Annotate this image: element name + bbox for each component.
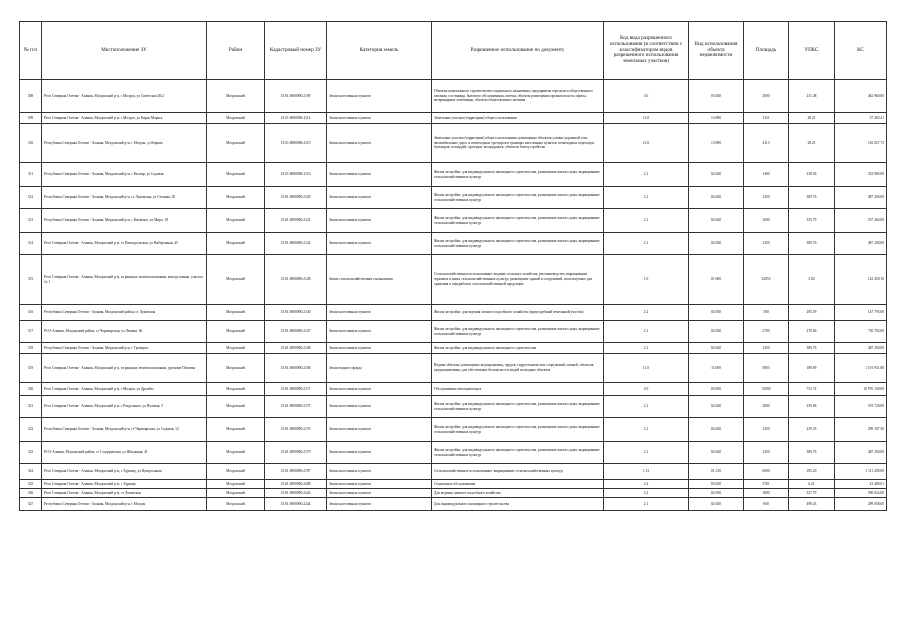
- upks-cell: 239.35: [789, 418, 835, 442]
- district-cell: Моздокский: [207, 209, 265, 233]
- cadastral-number-cell: 15:01:0000000:2109: [265, 80, 327, 113]
- area-cell: 1321: [744, 113, 789, 124]
- location-cell: Респ Северная Осетия - Алания, Моздокский р-н, в границах землепользования, урочище Поповка: [42, 354, 207, 383]
- use-code-cell: 12.0: [604, 124, 689, 163]
- table-row: [20, 489, 887, 498]
- row-number-cell: 318: [20, 343, 42, 354]
- cadastral-value-cell: 299 187.50: [835, 418, 887, 442]
- area-cell: 1250: [744, 233, 789, 255]
- district-cell: Моздокский: [207, 113, 265, 124]
- district-cell: Моздокский: [207, 480, 265, 489]
- upks-cell: 238.56: [789, 163, 835, 187]
- land-category-cell: Земли населенных пунктов: [327, 442, 432, 464]
- table-body: [20, 80, 887, 511]
- cadastral-number-cell: 15:01:0000000:2179: [265, 442, 327, 464]
- location-cell: Республика Северная Осетия - Алания, Моздокский р-н, с Кизляр, ул Садовая: [42, 163, 207, 187]
- cadastral-number-cell: 15:01:0000000:2175: [265, 396, 327, 418]
- permitted-use-cell: Сельскохозяйственное использование: ведение сельского хозяйства, растениеводство, выращивание зерновых и иных сельскохозяйственных культур, размещение зданий и сооружений, используемых для хранения и переработки сельскохозяйственной продукции: [432, 255, 604, 305]
- area-cell: 32055: [744, 255, 789, 305]
- cadastral-number-cell: 15:01:0000000:2147: [265, 321, 327, 343]
- row-number-cell: 316: [20, 305, 42, 321]
- permitted-use-cell: Обслуживание автотранспорта: [432, 383, 604, 396]
- use-kind-cell: 02:030: [689, 305, 744, 321]
- area-cell: 2700: [744, 321, 789, 343]
- cadastral-number-cell: 15:01:0000000:2114: [265, 113, 327, 124]
- location-cell: Респ Северная Осетия - Алания, Моздокский р-н, с Хурикау: [42, 480, 207, 489]
- area-cell: 5803: [744, 354, 789, 383]
- upks-cell: 259.86: [789, 396, 835, 418]
- district-cell: Моздокский: [207, 396, 265, 418]
- cadastral-number-cell: 15:01:0000000:2171: [265, 383, 327, 396]
- permitted-use-cell: Для ведения личного подсобного хозяйства: [432, 489, 604, 498]
- permitted-use-cell: Социальное обслуживание: [432, 480, 604, 489]
- use-code-cell: 2.1: [604, 209, 689, 233]
- use-kind-cell: 02:020: [689, 498, 744, 511]
- location-cell: РСО-Алания, Моздокский район, ст Стодеревская, ул Школьная, 41: [42, 442, 207, 464]
- upks-cell: 270.66: [789, 321, 835, 343]
- permitted-use-cell: Жилая застройка: для ведения личного подсобного хозяйства (приусадебный земельный участок): [432, 305, 604, 321]
- row-number-cell: 327: [20, 498, 42, 511]
- area-cell: 1250: [744, 418, 789, 442]
- cadastral-value-cell: 590 022.00: [835, 489, 887, 498]
- header-cell: УПКС: [789, 22, 835, 80]
- cadastral-number-cell: 15:01:0000000:2208: [265, 480, 327, 489]
- table-row: [20, 80, 887, 113]
- header-cell: КС: [835, 22, 887, 80]
- use-code-cell: 2.1: [604, 396, 689, 418]
- location-cell: Респ Северная Осетия - Алания, Моздокский р-н, г Моздок, ул Дружбы: [42, 383, 207, 396]
- cadastral-number-cell: 15:01:0000000:2226: [265, 489, 327, 498]
- district-cell: Моздокский: [207, 255, 265, 305]
- upks-cell: 6.21: [789, 480, 835, 489]
- district-cell: Моздокский: [207, 233, 265, 255]
- district-cell: Моздокский: [207, 80, 265, 113]
- table-row: [20, 396, 887, 418]
- upks-cell: 389.76: [789, 187, 835, 209]
- use-kind-cell: 02:020: [689, 187, 744, 209]
- location-cell: Респ Северная Осетия - Алания, Моздокский р-н, с Раздольное, ул Полевая, 5: [42, 396, 207, 418]
- area-cell: 500: [744, 305, 789, 321]
- use-kind-cell: 02:020: [689, 343, 744, 354]
- row-number-cell: 319: [20, 354, 42, 383]
- use-kind-cell: 02:020: [689, 209, 744, 233]
- header-cell: Код вида разрешенного использования (в соответствии с классификатором видов разрешенного использования земельных участков): [604, 22, 689, 80]
- district-cell: Моздокский: [207, 489, 265, 498]
- upks-cell: 731.74: [789, 383, 835, 396]
- row-number-cell: 325: [20, 480, 42, 489]
- cadastral-value-cell: 23 480.01: [835, 480, 887, 489]
- permitted-use-cell: Объекты капитального строительства социального назначения, предприятия торговли и общественного питания, гостиницы, бытового обслуживания, аптеки, объекты размещения органов власти, офисы, ветеринарные лечебницы, объекты общественного питания: [432, 80, 604, 113]
- header-cell: Кадастровый номер ЗУ: [265, 22, 327, 80]
- cadastral-value-cell: 147 795.00: [835, 305, 887, 321]
- area-cell: 1800: [744, 489, 789, 498]
- cadastral-value-cell: 462 960.00: [835, 80, 887, 113]
- location-cell: Республика Северная Осетия - Алания, Моздокский р-н, ст Черноярская, ул Садовая, 12: [42, 418, 207, 442]
- area-cell: 1250: [744, 442, 789, 464]
- upks-cell: 327.79: [789, 489, 835, 498]
- table-row: [20, 113, 887, 124]
- use-kind-cell: 01:000: [689, 255, 744, 305]
- row-number-cell: 308: [20, 80, 42, 113]
- land-category-cell: Земли населенных пунктов: [327, 489, 432, 498]
- cadastral-number-cell: 15:01:0000000:2244: [265, 498, 327, 511]
- row-number-cell: 313: [20, 209, 42, 233]
- location-cell: Республика Северная Осетия - Алания, Моздокский р-н, с Киевское, ул Мира, 18: [42, 209, 207, 233]
- cadastral-number-cell: 15:01:0000000:2140: [265, 305, 327, 321]
- location-cell: Республика Северная Осетия - Алания, Моздокский р-н, ст Луковская, ул Степная, 30: [42, 187, 207, 209]
- land-category-cell: Земли населенных пунктов: [327, 321, 432, 343]
- row-number-cell: 323: [20, 442, 42, 464]
- table-row: [20, 187, 887, 209]
- upks-cell: 498.43: [789, 498, 835, 511]
- location-cell: Респ Северная Осетия - Алания, Моздокский р-н, г Моздок, ул Карла Маркса: [42, 113, 207, 124]
- land-category-cell: Земли населенных пунктов: [327, 396, 432, 418]
- upks-cell: 389.76: [789, 233, 835, 255]
- cadastral-value-cell: 519 720.00: [835, 396, 887, 418]
- use-code-cell: 2.1: [604, 233, 689, 255]
- permitted-use-cell: Земельные участки (территории) общего пользования: [432, 113, 604, 124]
- upks-cell: 231.48: [789, 80, 835, 113]
- cadastral-number-cell: 15:01:0000000:2168: [265, 354, 327, 383]
- permitted-use-cell: Земельные участки (территории) общего пользования: размещение объектов улично-дорожной сети, автомобильных дорог и пешеходных тротуаров в границах населенных пунктов, пешеходных переходов, бульваров, площадей, проездов, велодорожек, объектов благоустройства: [432, 124, 604, 163]
- header-cell: Вид использования объекта недвижимости: [689, 22, 744, 80]
- district-cell: Моздокский: [207, 464, 265, 480]
- permitted-use-cell: Жилая застройка: для индивидуального жилищного строительства, размещение жилого дома, выращивание сельскохозяйственных культур: [432, 442, 604, 464]
- cadastral-number-cell: 15:01:0000000:2148: [265, 343, 327, 354]
- district-cell: Моздокский: [207, 321, 265, 343]
- table-row: [20, 209, 887, 233]
- use-kind-cell: 02:020: [689, 321, 744, 343]
- upks-cell: 28.21: [789, 124, 835, 163]
- row-number-cell: 317: [20, 321, 42, 343]
- location-cell: Респ Северная Осетия - Алания, Моздокский р-н, г Моздок, ул Советская 26/2: [42, 80, 207, 113]
- cadastral-value-cell: 487 200.00: [835, 343, 887, 354]
- area-cell: 600: [744, 498, 789, 511]
- header-cell: Категория земель: [327, 22, 432, 80]
- permitted-use-cell: Сельскохозяйственное использование: выращивание сельскохозяйственных культур: [432, 464, 604, 480]
- land-category-cell: Земли населенных пунктов: [327, 343, 432, 354]
- use-kind-cell: 05:050: [689, 383, 744, 396]
- district-cell: Моздокский: [207, 498, 265, 511]
- permitted-use-cell: Жилая застройка: для индивидуального жилищного строительства, размещение жилого дома, выращивание сельскохозяйственных культур: [432, 396, 604, 418]
- table-row: [20, 321, 887, 343]
- permitted-use-cell: Жилая застройка: для индивидуального жилищного строительства, размещение жилого дома, выращивание сельскохозяйственных культур: [432, 321, 604, 343]
- district-cell: Моздокский: [207, 187, 265, 209]
- land-category-cell: Земли населенных пунктов: [327, 305, 432, 321]
- use-kind-cell: 02:020: [689, 163, 744, 187]
- upks-cell: 295.59: [789, 305, 835, 321]
- cadastral-value-cell: 299 058.00: [835, 498, 887, 511]
- row-number-cell: 312: [20, 187, 42, 209]
- cadastral-number-cell: 15:01:0000000:2122: [265, 209, 327, 233]
- area-cell: 1600: [744, 209, 789, 233]
- area-cell: 1250: [744, 187, 789, 209]
- upks-cell: 3.82: [789, 255, 835, 305]
- land-category-cell: Земли населенных пунктов: [327, 480, 432, 489]
- land-category-cell: Земли населенных пунктов: [327, 383, 432, 396]
- table-row: [20, 383, 887, 396]
- district-cell: Моздокский: [207, 124, 265, 163]
- land-category-cell: Земли населенных пунктов: [327, 113, 432, 124]
- district-cell: Моздокский: [207, 418, 265, 442]
- cadastral-value-cell: 487 200.00: [835, 233, 887, 255]
- upks-cell: 28.21: [789, 113, 835, 124]
- cadastral-number-cell: 15:01:0000000:2120: [265, 187, 327, 209]
- land-category-cell: Земли населенных пунктов: [327, 209, 432, 233]
- area-cell: 1400: [744, 163, 789, 187]
- location-cell: Респ Северная Осетия - Алания, Моздокский р-н, с Хурикау, ул Центральная: [42, 464, 207, 480]
- permitted-use-cell: Водные объекты: размещение водохранилищ, прудов, гидротехнических сооружений, пляжей, объектов, предназначенных для обеспечения безопасности людей на водных объектах: [432, 354, 604, 383]
- use-code-cell: 4.9: [604, 383, 689, 396]
- table-row: [20, 418, 887, 442]
- use-kind-cell: 03:040: [689, 80, 744, 113]
- row-number-cell: 324: [20, 464, 42, 480]
- land-category-cell: Земли населенных пунктов: [327, 124, 432, 163]
- use-code-cell: 2.1: [604, 418, 689, 442]
- use-code-cell: 2.1: [604, 343, 689, 354]
- land-category-cell: Земли населенных пунктов: [327, 498, 432, 511]
- use-kind-cell: 13:090: [689, 113, 744, 124]
- land-category-cell: Земли населенных пунктов: [327, 163, 432, 187]
- upks-cell: 335.79: [789, 209, 835, 233]
- area-cell: 4113: [744, 124, 789, 163]
- use-code-cell: 2.1: [604, 163, 689, 187]
- upks-cell: 189.89: [789, 354, 835, 383]
- land-category-cell: Земли водного фонда: [327, 354, 432, 383]
- cadastral-value-cell: 10 976 100.00: [835, 383, 887, 396]
- upks-cell: 389.76: [789, 442, 835, 464]
- use-kind-cell: 02:020: [689, 418, 744, 442]
- cadastral-value-cell: 537 264.00: [835, 209, 887, 233]
- cadastral-number-cell: 15:01:0000000:2124: [265, 233, 327, 255]
- use-kind-cell: 02:030: [689, 489, 744, 498]
- land-category-cell: Земли населенных пунктов: [327, 80, 432, 113]
- district-cell: Моздокский: [207, 163, 265, 187]
- district-cell: Моздокский: [207, 343, 265, 354]
- table-row: [20, 343, 887, 354]
- row-number-cell: 311: [20, 163, 42, 187]
- table-row: [20, 255, 887, 305]
- land-category-cell: Земли населенных пунктов: [327, 187, 432, 209]
- cadastral-value-cell: 487 200.00: [835, 187, 887, 209]
- header-cell: Площадь: [744, 22, 789, 80]
- use-code-cell: 3.2: [604, 480, 689, 489]
- district-cell: Моздокский: [207, 442, 265, 464]
- cadastral-value-cell: 37 265.41: [835, 113, 887, 124]
- use-code-cell: 2.1: [604, 498, 689, 511]
- location-cell: Республика Северная Осетия - Алания, Моздокский р-н, г Моздок, ул Кирова: [42, 124, 207, 163]
- row-number-cell: 322: [20, 418, 42, 442]
- area-cell: 3781: [744, 480, 789, 489]
- cadastral-value-cell: 1 101 931.88: [835, 354, 887, 383]
- location-cell: РСО-Алания, Моздокский район, ст Черноярская, ул Ленина, 66: [42, 321, 207, 343]
- use-code-cell: 3.6: [604, 80, 689, 113]
- land-category-cell: Земли населенных пунктов: [327, 464, 432, 480]
- land-category-cell: Земли населенных пунктов: [327, 233, 432, 255]
- district-cell: Моздокский: [207, 305, 265, 321]
- permitted-use-cell: Жилая застройка: для индивидуального жилищного строительства, размещение жилого дома, выращивание сельскохозяйственных культур: [432, 233, 604, 255]
- use-code-cell: 2.1: [604, 187, 689, 209]
- permitted-use-cell: Жилая застройка: для индивидуального жилищного строительства, размещение жилого дома, выращивание сельскохозяйственных культур: [432, 163, 604, 187]
- cadastral-number-cell: 15:01:0000000:2176: [265, 418, 327, 442]
- row-number-cell: 309: [20, 113, 42, 124]
- cadastral-value-cell: 333 984.00: [835, 163, 887, 187]
- area-cell: 2000: [744, 396, 789, 418]
- header-cell: Район: [207, 22, 265, 80]
- permitted-use-cell: Жилая застройка: для индивидуального жилищного строительства: [432, 343, 604, 354]
- header-cell: Разрешенное использование по документу: [432, 22, 604, 80]
- cadastral-number-cell: 15:01:0000000:2197: [265, 464, 327, 480]
- district-cell: Моздокский: [207, 383, 265, 396]
- row-number-cell: 315: [20, 255, 42, 305]
- land-category-cell: Земли сельскохозяйственного назначения: [327, 255, 432, 305]
- row-number-cell: 310: [20, 124, 42, 163]
- use-kind-cell: 02:020: [689, 442, 744, 464]
- table-row: [20, 163, 887, 187]
- use-code-cell: 2.2: [604, 489, 689, 498]
- area-cell: 1250: [744, 343, 789, 354]
- use-code-cell: 2.1: [604, 442, 689, 464]
- row-number-cell: 326: [20, 489, 42, 498]
- table-row: [20, 124, 887, 163]
- cadastral-number-cell: 15:01:0000000:2128: [265, 255, 327, 305]
- cadastral-number-cell: 15:01:0000000:2119: [265, 124, 327, 163]
- table-row: [20, 480, 887, 489]
- cadastral-number-cell: 15:01:0000000:2116: [265, 163, 327, 187]
- cadastral-value-cell: 122 450.10: [835, 255, 887, 305]
- cadastral-value-cell: 730 782.00: [835, 321, 887, 343]
- table-header-row: [20, 22, 887, 80]
- use-kind-cell: 13:090: [689, 124, 744, 163]
- cadastral-value-table: [19, 21, 887, 511]
- table-row: [20, 442, 887, 464]
- land-category-cell: Земли населенных пунктов: [327, 418, 432, 442]
- use-code-cell: 2.2: [604, 305, 689, 321]
- permitted-use-cell: Жилая застройка: для индивидуального жилищного строительства, размещение жилого дома, выращивание сельскохозяйственных культур: [432, 187, 604, 209]
- use-code-cell: 12.0: [604, 113, 689, 124]
- cadastral-value-cell: 487 200.00: [835, 442, 887, 464]
- table-row: [20, 498, 887, 511]
- table-row: [20, 354, 887, 383]
- location-cell: Республика Северная Осетия - Алания, Моздокский район, ст Луковская: [42, 305, 207, 321]
- table-row: [20, 464, 887, 480]
- location-cell: Респ Северная Осетия - Алания, Моздокский р-н, в границах землепользования, контур пашни, участок № 1: [42, 255, 207, 305]
- header-cell: № п/п: [20, 22, 42, 80]
- table-row: [20, 233, 887, 255]
- cadastral-value-cell: 1 111 200.00: [835, 464, 887, 480]
- location-cell: Республика Северная Осетия - Алания, Моздокский р-н, с Троицкое: [42, 343, 207, 354]
- cadastral-value-cell: 116 027.73: [835, 124, 887, 163]
- table-row: [20, 305, 887, 321]
- row-number-cell: 321: [20, 396, 42, 418]
- permitted-use-cell: Для индивидуального жилищного строительства: [432, 498, 604, 511]
- location-cell: Респ Северная Осетия - Алания, Моздокский р-н, ст Павлодольская, ул Набережная, 45: [42, 233, 207, 255]
- permitted-use-cell: Жилая застройка: для индивидуального жилищного строительства, размещение жилого дома, выращивание сельскохозяйственных культур: [432, 209, 604, 233]
- permitted-use-cell: Жилая застройка: для индивидуального жилищного строительства, размещение жилого дома, выращивание сельскохозяйственных культур: [432, 418, 604, 442]
- use-code-cell: 1.0: [604, 255, 689, 305]
- area-cell: 2000: [744, 80, 789, 113]
- header-cell: Местоположение ЗУ: [42, 22, 207, 80]
- upks-cell: 185.20: [789, 464, 835, 480]
- use-code-cell: 1.13: [604, 464, 689, 480]
- location-cell: Республика Северная Осетия - Алания, Моздокский р-н, г Моздок: [42, 498, 207, 511]
- use-kind-cell: 03:020: [689, 480, 744, 489]
- district-cell: Моздокский: [207, 354, 265, 383]
- use-kind-cell: 02:020: [689, 233, 744, 255]
- use-code-cell: 2.1: [604, 321, 689, 343]
- use-code-cell: 11.0: [604, 354, 689, 383]
- use-kind-cell: 11:000: [689, 354, 744, 383]
- row-number-cell: 314: [20, 233, 42, 255]
- row-number-cell: 320: [20, 383, 42, 396]
- location-cell: Респ Северная Осетия - Алания, Моздокский р-н, ст Луковская: [42, 489, 207, 498]
- area-cell: 6000: [744, 464, 789, 480]
- use-kind-cell: 01:130: [689, 464, 744, 480]
- use-kind-cell: 02:020: [689, 396, 744, 418]
- upks-cell: 389.76: [789, 343, 835, 354]
- area-cell: 15000: [744, 383, 789, 396]
